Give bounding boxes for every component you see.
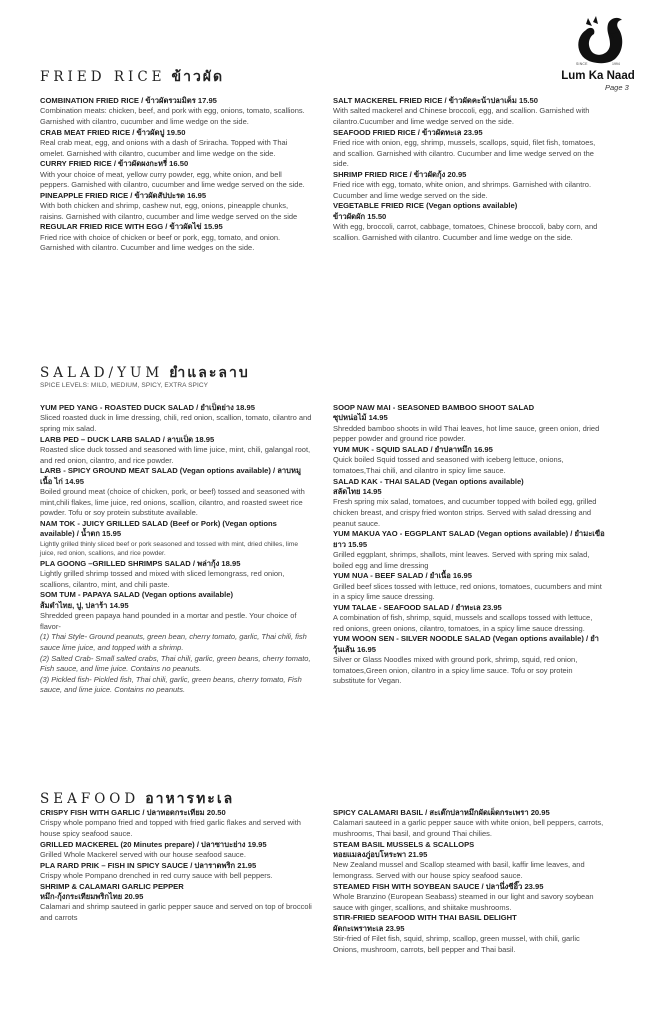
menu-item-description: Quick boiled Squid tossed and seasoned with iceberg lettuce, onions, tomatoes,Thai chili, and cilantro in spicy lime sauce. <box>333 455 564 475</box>
menu-item-description: Fresh spring mix salad, tomatoes, and cucumber topped with boiled egg, grilled chicken breast, and crispy fried wonton strips. Served with salad dressing and peanut sauce. <box>333 497 597 528</box>
spice-levels-note: SPICE LEVELS: MILD, MEDIUM, SPICY, EXTRA SPICY <box>40 382 209 389</box>
menu-item-name: PLA GOONG –GRILLED SHRIMPS SALAD / พล่ากุ้ง 18.95 <box>40 558 241 568</box>
salad-left-column <box>40 403 312 696</box>
menu-item-name: NAM TOK - JUICY GRILLED SALAD (Beef or Pork) (Vegan options available) / น้ำตก 15.95 <box>40 518 277 539</box>
menu-item-name: REGULAR FRIED RICE WITH EGG / ข้าวผัดไข่ 15.95 <box>40 222 223 232</box>
menu-item-name: PLA RARD PRIK – FISH IN SPICY SAUCE / ปลาราดพริก 21.95 <box>40 860 257 870</box>
menu-item-name: YUM TALAE - SEAFOOD SALAD / ยำทะเล 23.95 <box>333 602 502 612</box>
flavor-option: (1) Thai Style- Ground peanuts, green bean, cherry tomato, garlic, Thai chili, fish sauce lime juice, and topped with a shrimp. <box>40 632 307 652</box>
menu-item <box>333 201 605 243</box>
menu-item-name: YUM PED YANG - ROASTED DUCK SALAD / ยำเป็ดย่าง 18.95 <box>40 403 255 412</box>
menu-item-thai-name: ข้าวผัดผัก 15.50 <box>333 211 387 221</box>
menu-item-description: Sliced roasted duck in lime dressing, chili, red onion, scallion, tomato, cilantro and spring mix salad. <box>40 413 312 433</box>
section-title-fried-rice <box>40 66 224 88</box>
menu-item-name: YUM WOON SEN - SILVER NOODLE SALAD (Vegan options available) / ยำวุ้นเส้น 16.95 <box>333 634 599 654</box>
fried-rice-right-column <box>333 96 605 243</box>
menu-item-thai-name: ผัดกะเพราทะเล 23.95 <box>333 923 405 933</box>
menu-item <box>333 808 605 840</box>
menu-item-description: Whole Branzino (European Seabass) steamed in our light and savory soybean sauce with ginger, scallions, and shiitake mushrooms. <box>333 892 594 912</box>
menu-item-thai-name: หอยแมลงภู่อบโหระพา 21.95 <box>333 850 428 859</box>
menu-item-description: Grilled Whole Mackerel served with our house seafood sauce. <box>40 850 246 859</box>
menu-item-name: CURRY FRIED RICE / ข้าวผัดผงกะหรี่ 16.50 <box>40 159 189 169</box>
menu-item-description: Fried rice with choice of chicken or beef or pork, egg, tomato, and onion. Garnished with cilantro. Cucumber and lime wedges on the side. <box>40 232 281 253</box>
menu-item-description: Roasted slice duck tossed and seasoned with lime juice, mint, chili, galangal root, and red onion, cilantro, and rice powder. <box>40 445 311 465</box>
since-label: SINCE <box>576 62 588 66</box>
menu-item-name: YUM MAKUA YAO - EGGPLANT SALAD (Vegan options available) / ยำมะเขือยาว 15.95 <box>333 529 605 549</box>
menu-item <box>333 128 605 170</box>
menu-item <box>40 519 312 559</box>
section-title-en: FRIED RICE <box>40 69 166 85</box>
menu-item-name: SPICY CALAMARI BASIL / สะเต๊กปลาหมึกผัดเผ็ดกระเพรา 20.95 <box>333 808 550 817</box>
menu-item-name: SOOP NAW MAI - SEASONED BAMBOO SHOOT SALAD <box>333 403 535 412</box>
menu-item-name: STEAM BASIL MUSSELS & SCALLOPS <box>333 839 475 849</box>
menu-item <box>40 590 312 696</box>
menu-item-thai-name: ซุปหน่อไม้ 14.95 <box>333 413 388 423</box>
menu-item-name: SALAD KAK - THAI SALAD (Vegan options available) <box>333 476 524 486</box>
menu-item-thai-name: สลัดไทย 14.95 <box>333 487 382 496</box>
menu-item <box>40 808 312 840</box>
menu-item <box>333 477 605 530</box>
menu-item-description: With salted mackerel and Chinese broccoli, egg, and scallion. Garnished with cilantro.Cucumber and lime wedge served on the side. <box>333 106 590 126</box>
menu-item <box>40 882 312 924</box>
menu-item <box>40 191 312 223</box>
seafood-left-column <box>40 808 312 924</box>
section-title-seafood <box>40 788 234 810</box>
menu-item <box>40 466 312 519</box>
menu-item-name: COMBINATION FRIED RICE / ข้าวผัดรวมมิตร 17.95 <box>40 96 217 105</box>
menu-item <box>333 170 605 202</box>
menu-item <box>40 559 312 591</box>
menu-item-description: Real crab meat, egg, and onions with a dash of Sriracha. Topped with Thai omelet. Garnished with cilantro, cucumber and lime wedge on the side. <box>40 138 288 158</box>
menu-item-name: LARB PED – DUCK LARB SALAD / ลาบเป็ด 18.95 <box>40 434 215 444</box>
menu-item-description: Silver or Glass Noodles mixed with ground pork, shrimp, squid, red onion, tomatoes,Green onion, cilantro in a spicy lime sauce. Tofu or soy protein substitute for Vegan. <box>333 655 578 686</box>
menu-item-name: VEGETABLE FRIED RICE (Vegan options available) <box>333 201 518 211</box>
menu-item <box>40 435 312 467</box>
menu-item-description: Crispy whole pompano fried and topped with fried garlic flakes and served with house spicy seafood sauce. <box>40 818 301 838</box>
menu-item-name: STIR-FRIED SEAFOOD WITH THAI BASIL DELIGHT <box>333 913 517 923</box>
menu-item <box>333 913 605 955</box>
section-title-th: ยำและลาบ <box>169 365 250 381</box>
menu-item-description: Calamari and shrimp sauteed in garlic pepper sauce and served on top of broccoli and carrots <box>40 902 312 922</box>
menu-item <box>333 445 605 477</box>
established-year: 1994 <box>612 62 620 66</box>
menu-item-name: CRISPY FISH WITH GARLIC / ปลาทอดกระเทียม 20.50 <box>40 808 226 817</box>
menu-item-description: Combination meats: chicken, beef, and pork with egg, onions, tomato, scallions. Garnished with cilantro, cucumber and lime wedge on the side. <box>40 106 305 126</box>
menu-item-thai-name: ส้มตำไทย, ปู, ปลาร้า 14.95 <box>40 600 129 610</box>
menu-item-description: Lightly grilled thinly sliced beef or pork seasoned and tossed with mint, dried chilles, lime juice, red onion, scallions, and rice powder. <box>40 540 299 558</box>
dragon-logo-icon <box>570 14 628 66</box>
menu-item <box>333 529 605 571</box>
menu-item <box>40 222 312 254</box>
brand-name: Lum Ka Naad <box>561 70 635 82</box>
menu-item <box>333 403 605 445</box>
menu-item-description: Crispy whole Pompano drenched in red curry sauce with bell peppers. <box>40 871 273 880</box>
flavor-option: (2) Salted Crab- Small salted crabs, Thai chili, garlic, green beans, cherry tomato, Fish sauce, and lime juice. Contains no peanuts. <box>40 653 311 674</box>
menu-item-description: Grilled beef slices tossed with lettuce, red onions, tomatoes, cucumbers and mint in a spicy lime sauce dressing. <box>333 581 602 602</box>
menu-item-name: PINEAPPLE FRIED RICE / ข้าวผัดสัปปะรด 16.95 <box>40 190 207 200</box>
menu-item <box>333 96 605 128</box>
section-title-en: SEAFOOD <box>40 791 140 807</box>
menu-item-name: LARB - SPICY GROUND MEAT SALAD (Vegan options available) / ลาบหมู เนื้อ ไก่ 14.95 <box>40 466 302 486</box>
menu-item-name: SHRIMP & CALAMARI GARLIC PEPPER <box>40 881 184 891</box>
menu-item-name: YUM MUK - SQUID SALAD / ยำปลาหมึก 16.95 <box>333 445 493 454</box>
menu-item-name: SOM TUM - PAPAYA SALAD (Vegan options available) <box>40 590 233 600</box>
menu-item-description: Lightly grilled shrimp tossed and mixed with sliced lemongrass, red onion, scallions, cilantro, mint, and chili paste. <box>40 569 285 589</box>
menu-item <box>40 96 312 128</box>
menu-item-name: SEAFOOD FRIED RICE / ข้าวผัดทะเล 23.95 <box>333 127 483 137</box>
menu-item-name: YUM NUA - BEEF SALAD / ยำเนื้อ 16.95 <box>333 571 472 581</box>
menu-item <box>333 634 605 687</box>
menu-item <box>40 861 312 882</box>
menu-item <box>40 840 312 861</box>
menu-item <box>40 403 312 435</box>
section-title-th: อาหารทะเล <box>145 791 235 807</box>
menu-item-description: Fried rice with egg, tomato, white onion, and shrimps. Garnished with cilantro. Cucumber and lime wedge served on the side. <box>333 180 592 200</box>
salad-right-column <box>333 403 605 687</box>
menu-item-name: GRILLED MACKEREL (20 Minutes prepare) / ปลาซาบะย่าง 19.95 <box>40 839 267 849</box>
seafood-right-column <box>333 808 605 955</box>
menu-item <box>333 840 605 882</box>
page-number: Page 3 <box>605 83 629 92</box>
menu-item-description: Boiled ground meat (choice of chicken, pork, or beef) tossed and seasoned with mint,chili flakes, lime juice, red onions, scallion, cilantro, and roasted sweet rice powder. Tofu or soy protein substitute available. <box>40 487 305 518</box>
menu-item-description: With your choice of meat, yellow curry powder, egg, white onion, and bell peppers. Garnished with cilantro, cucumber and lime wedge served on the side. <box>40 169 305 190</box>
menu-item-description: With egg, broccoli, carrot, cabbage, tomatoes, Chinese broccoli, baby corn, and scallion. Garnished with cilantro. Cucumber and lime wedge on the side. <box>333 222 598 242</box>
menu-item-name: SHRIMP FRIED RICE / ข้าวผัดกุ้ง 20.95 <box>333 169 467 179</box>
section-title-en: SALAD/YUM <box>40 365 164 381</box>
menu-item-name: SALT MACKEREL FRIED RICE / ข้าวผัดคะน้าปลาเค็ม 15.50 <box>333 96 538 105</box>
menu-item <box>333 571 605 603</box>
menu-item-description: Fried rice with onion, egg, shrimp, mussels, scallops, squid, filet fish, tomatoes, and scallion. Garnished with cilantro. Cucumber and lime wedge served on the side. <box>333 138 596 169</box>
menu-item <box>333 603 605 635</box>
menu-item-description: New Zealand mussel and Scallop steamed with basil, kaffir lime leaves, and lemongrass. Served with our house spicy seafood sauce. <box>333 860 585 880</box>
menu-item-description: With both chicken and shrimp, cashew nut, egg, onions, pineapple chunks, raisins. Garnished with cilantro, cucumber and lime wedge served on the side <box>40 201 298 221</box>
menu-item-description: Calamari sauteed in a garlic pepper sauce with white onion, bell peppers, carrots, mushrooms, Thai basil, and ground Thai chilies. <box>333 818 604 838</box>
menu-item-name: STEAMED FISH WITH SOYBEAN SAUCE / ปลานึ่งซีอิ๊ว 23.95 <box>333 881 544 891</box>
section-title-salad <box>40 362 250 384</box>
menu-item-thai-name: หมึก-กุ้งกระเทียมพริกไทย 20.95 <box>40 892 144 901</box>
menu-item <box>333 882 605 914</box>
menu-item-description: Shredded bamboo shoots in wild Thai leaves, hot lime sauce, green onion, dried pepper powder and ground rice powder. <box>333 423 600 444</box>
menu-item-description: A combination of fish, shrimp, squid, mussels and scallops tossed with lettuce, red onions, green onions, cilantro, tomatoes, in a spicy lime sauce dressing. <box>333 613 593 633</box>
menu-item-description: Stir-fried of Filet fish, squid, shrimp, scallop, green mussel, with chili, garlic Onions, mushroom, carrots, bell pepper and Thai basil. <box>333 934 580 954</box>
menu-item-description: Grilled eggplant, shrimps, shallots, mint leaves. Served with spring mix salad, boiled egg and lime dressing <box>333 550 590 570</box>
flavor-option: (3) Pickled fish- Pickled fish, Thai chili, garlic, green beans, cherry tomato, Fish sauce, and lime juice. Contains no peanuts. <box>40 674 302 695</box>
menu-item-name: CRAB MEAT FRIED RICE / ข้าวผัดปู 19.50 <box>40 127 186 137</box>
section-title-th: ข้าวผัด <box>171 69 225 85</box>
menu-item <box>40 128 312 160</box>
menu-item-description: Shredded green papaya hand pounded in a mortar and pestle. Your choice of flavor- <box>40 611 297 631</box>
fried-rice-left-column <box>40 96 312 254</box>
menu-item <box>40 159 312 191</box>
